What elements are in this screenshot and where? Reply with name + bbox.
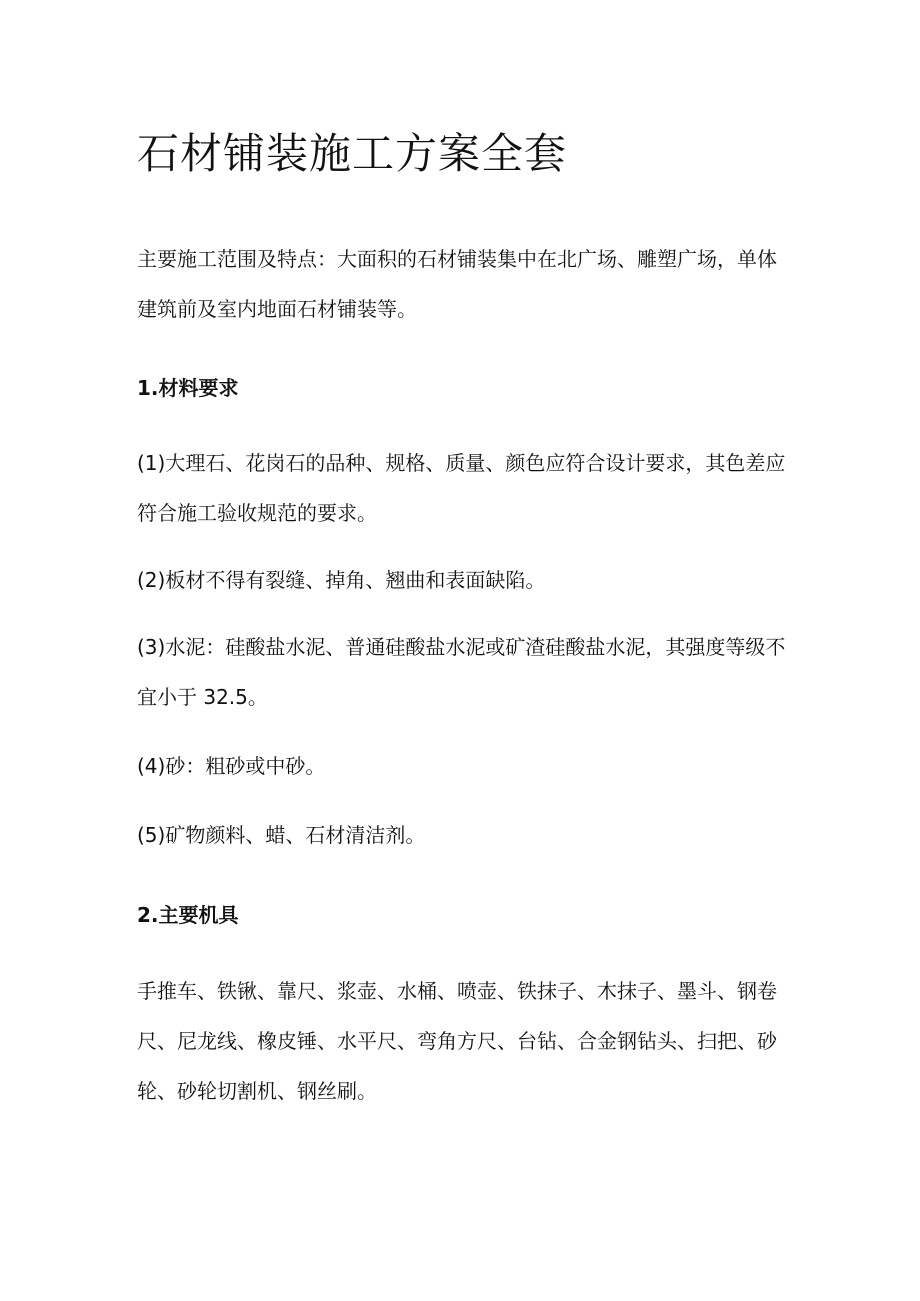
- materials-item-1: (1)大理石、花岗石的品种、规格、质量、颜色应符合设计要求，其色差应符合施工验收规范的要求。: [137, 451, 786, 525]
- materials-item-5: (5)矿物颜料、蜡、石材清洁剂。: [137, 823, 426, 847]
- equipment-list: 手推车、铁锹、靠尺、浆壶、水桶、喷壶、铁抹子、木抹子、墨斗、钢卷尺、尼龙线、橡皮锤、水平尺、弯角方尺、台钻、合金钢钻头、扫把、砂轮、砂轮切割机、钢丝刷。: [137, 979, 777, 1103]
- section-heading-equipment: 2.主要机具: [137, 903, 239, 927]
- materials-item-2: (2)板材不得有裂缝、掉角、翘曲和表面缺陷。: [137, 568, 546, 592]
- section-heading-materials: 1.材料要求: [137, 376, 239, 400]
- materials-item-3: (3)水泥：硅酸盐水泥、普通硅酸盐水泥或矿渣硅酸盐水泥，其强度等级不宜小于 32.5。: [137, 635, 786, 709]
- materials-item-4: (4)砂：粗砂或中砂。: [137, 754, 326, 778]
- document-title: 石材铺装施工方案全套: [137, 129, 568, 178]
- intro-paragraph: 主要施工范围及特点：大面积的石材铺装集中在北广场、雕塑广场，单体建筑前及室内地面石材铺装等。: [137, 247, 777, 321]
